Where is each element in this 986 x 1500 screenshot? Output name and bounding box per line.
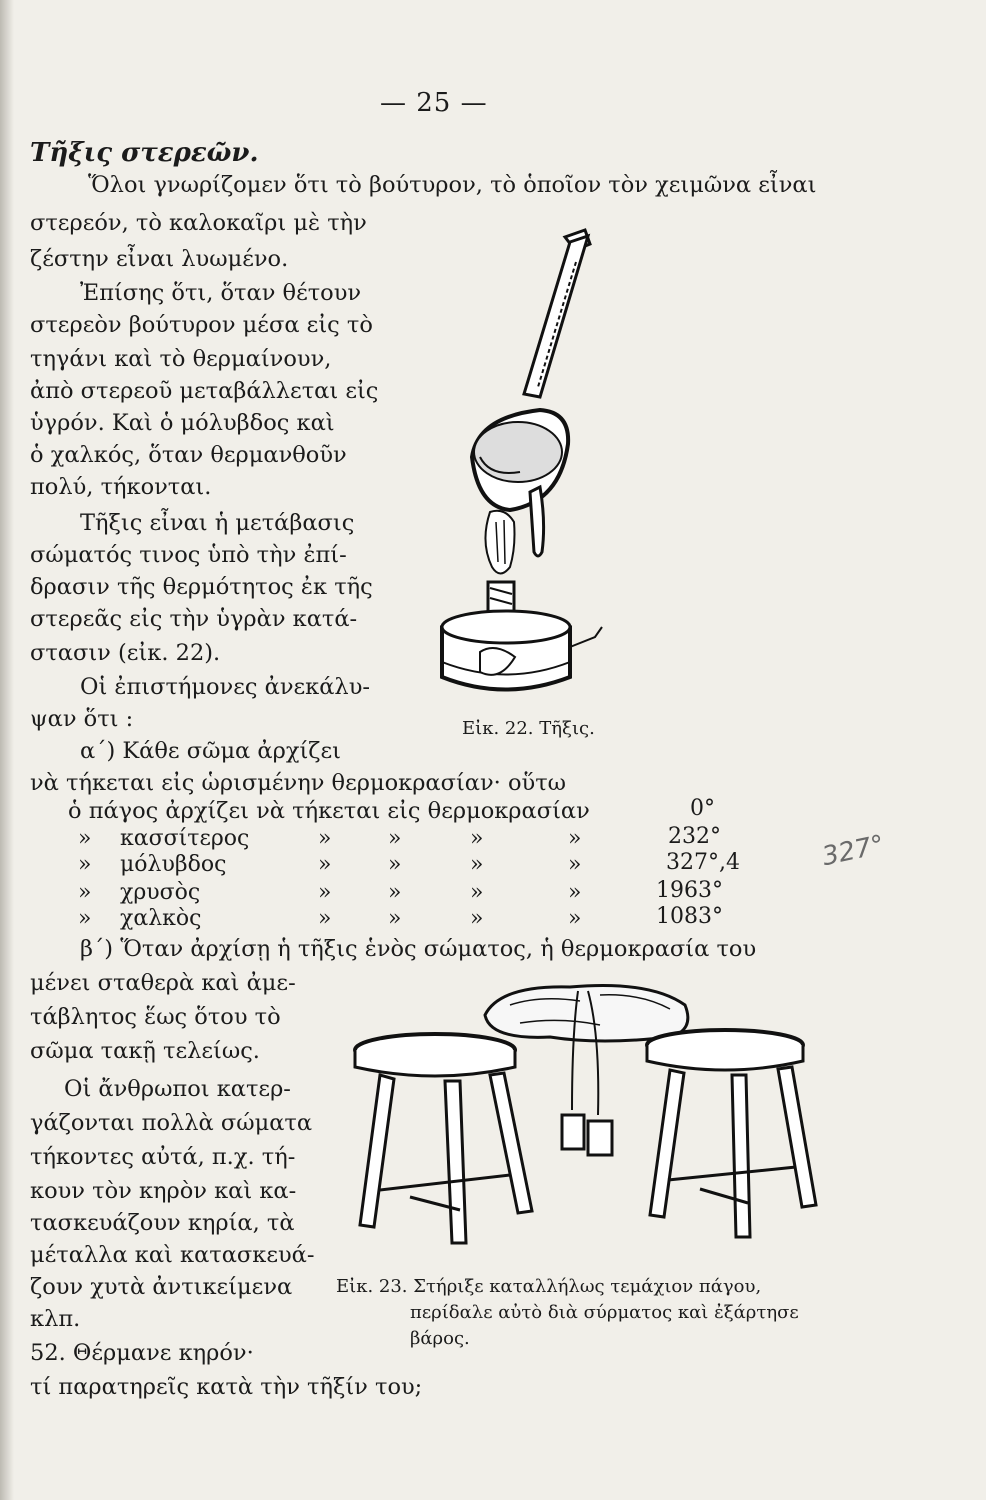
substance-name: μόλυβδος [120,852,227,877]
ditto-mark: » [318,826,332,851]
temp-value: 1963° [656,878,723,903]
substance-name: χρυσὸς [120,880,201,905]
substance-name: χαλκὸς [120,906,202,931]
ditto-mark: » [388,880,402,905]
ditto-mark: » [388,906,402,931]
text-line: τηγάνι καὶ τὸ θερμαίνουν, [30,346,332,372]
handwritten-margin-note: 327° [819,829,888,873]
text-line: Τῆξις εἶναι ἡ μετάβασις [80,510,355,536]
ditto-mark: » [568,880,582,905]
text-line: Ὅλοι γνωρίζομεν ὅτι τὸ βούτυρον, τὸ ὁποῖον τὸν χειμῶνα εἶναι [88,172,817,198]
ditto-mark: » [568,906,582,931]
section-heading: Τῆξις στερεῶν. [30,138,259,168]
figure-23-caption-line: Εἰκ. 23. Στήριξε καταλλήλως τεμάχιον πάγου, [336,1276,762,1297]
text-line: ζουν χυτὰ ἀντικείμενα [30,1274,293,1300]
ditto-mark: » [470,880,484,905]
text-line: κουν τὸν κηρὸν καὶ κα- [30,1178,297,1204]
temp-value: 0° [690,796,715,821]
page-number: — 25 — [380,88,488,118]
text-line: νὰ τήκεται εἰς ὡρισμένην θερμοκρασίαν· οὕτω [30,770,567,796]
text-line: τάβλητος ἕως ὅτου τὸ [30,1004,281,1030]
text-line: τήκοντες αὐτά, π.χ. τή- [30,1144,296,1170]
text-line: γάζονται πολλὰ σώματα [30,1110,313,1136]
text-line: ὁ πάγος ἀρχίζει νὰ τήκεται εἰς θερμοκρασίαν [68,798,590,824]
figure-23-ice-stools-illustration [350,975,820,1265]
ditto-mark: » [78,906,92,931]
figure-22-caption: Εἰκ. 22. Τῆξις. [462,718,595,739]
ditto-mark: » [318,880,332,905]
ditto-mark: » [318,852,332,877]
text-line: Οἱ ἐπιστήμονες ἀνεκάλυ- [80,674,370,700]
text-line: μέταλλα καὶ κατασκευά- [30,1242,315,1268]
text-line: β΄) Ὅταν ἀρχίσῃ ἡ τῆξις ἑνὸς σώματος, ἡ θερμοκρασία του [80,936,757,962]
text-line: κλπ. [30,1306,81,1332]
text-line: στερεᾶς εἰς τὴν ὑγρὰν κατά- [30,606,358,632]
text-line: στασιν (εἰκ. 22). [30,640,221,666]
text-line: ψαν ὅτι : [30,706,134,732]
page-edge-shadow [0,0,14,1500]
ditto-mark: » [568,852,582,877]
text-line: ἀπὸ στερεοῦ μεταβάλλεται εἰς [30,378,379,404]
figure-22-ladle-illustration [420,222,620,702]
temp-value: 232° [668,824,721,849]
ditto-mark: » [470,852,484,877]
text-line: μένει σταθερὰ καὶ ἀμε- [30,970,296,996]
ditto-mark: » [388,826,402,851]
text-line: πολύ, τήκονται. [30,474,212,500]
text-line: δρασιν τῆς θερμότητος ἐκ τῆς [30,574,373,600]
text-line: στερεόν, τὸ καλοκαῖρι μὲ τὴν [30,210,367,236]
ditto-mark: » [78,880,92,905]
text-line: σώματός τινος ὑπὸ τὴν ἐπί- [30,542,347,568]
ditto-mark: » [318,906,332,931]
temp-value: 1083° [656,904,723,929]
figure-23-caption-line: περίδαλε αὐτὸ διὰ σύρματος καὶ ἐξάρτησε [410,1302,799,1323]
ditto-mark: » [568,826,582,851]
text-line: ὁ χαλκός, ὅταν θερμανθοῦν [30,442,347,468]
exercise-line: τί παρατηρεῖς κατὰ τὴν τῆξίν του; [30,1374,423,1400]
text-line: τασκευάζουν κηρία, τὰ [30,1210,295,1236]
temp-value: 327°,4 [666,850,740,875]
ditto-mark: » [470,826,484,851]
ditto-mark: » [470,906,484,931]
ditto-mark: » [78,826,92,851]
text-line: ὑγρόν. Καὶ ὁ μόλυβδος καὶ [30,410,335,436]
text-line: ζέστην εἶναι λυωμένο. [30,246,289,272]
substance-name: κασσίτερος [120,826,250,851]
ditto-mark: » [78,852,92,877]
text-line: σῶμα τακῇ τελείως. [30,1038,260,1064]
ditto-mark: » [388,852,402,877]
text-line: Ἐπίσης ὅτι, ὅταν θέτουν [80,280,362,306]
text-line: α΄) Κάθε σῶμα ἀρχίζει [80,738,341,764]
text-line: στερεὸν βούτυρον μέσα εἰς τὸ [30,312,373,338]
text-line: Οἱ ἄνθρωποι κατερ- [64,1076,291,1102]
exercise-line: 52. Θέρμανε κηρόν· [30,1340,254,1366]
figure-23-caption-line: βάρος. [410,1328,470,1349]
